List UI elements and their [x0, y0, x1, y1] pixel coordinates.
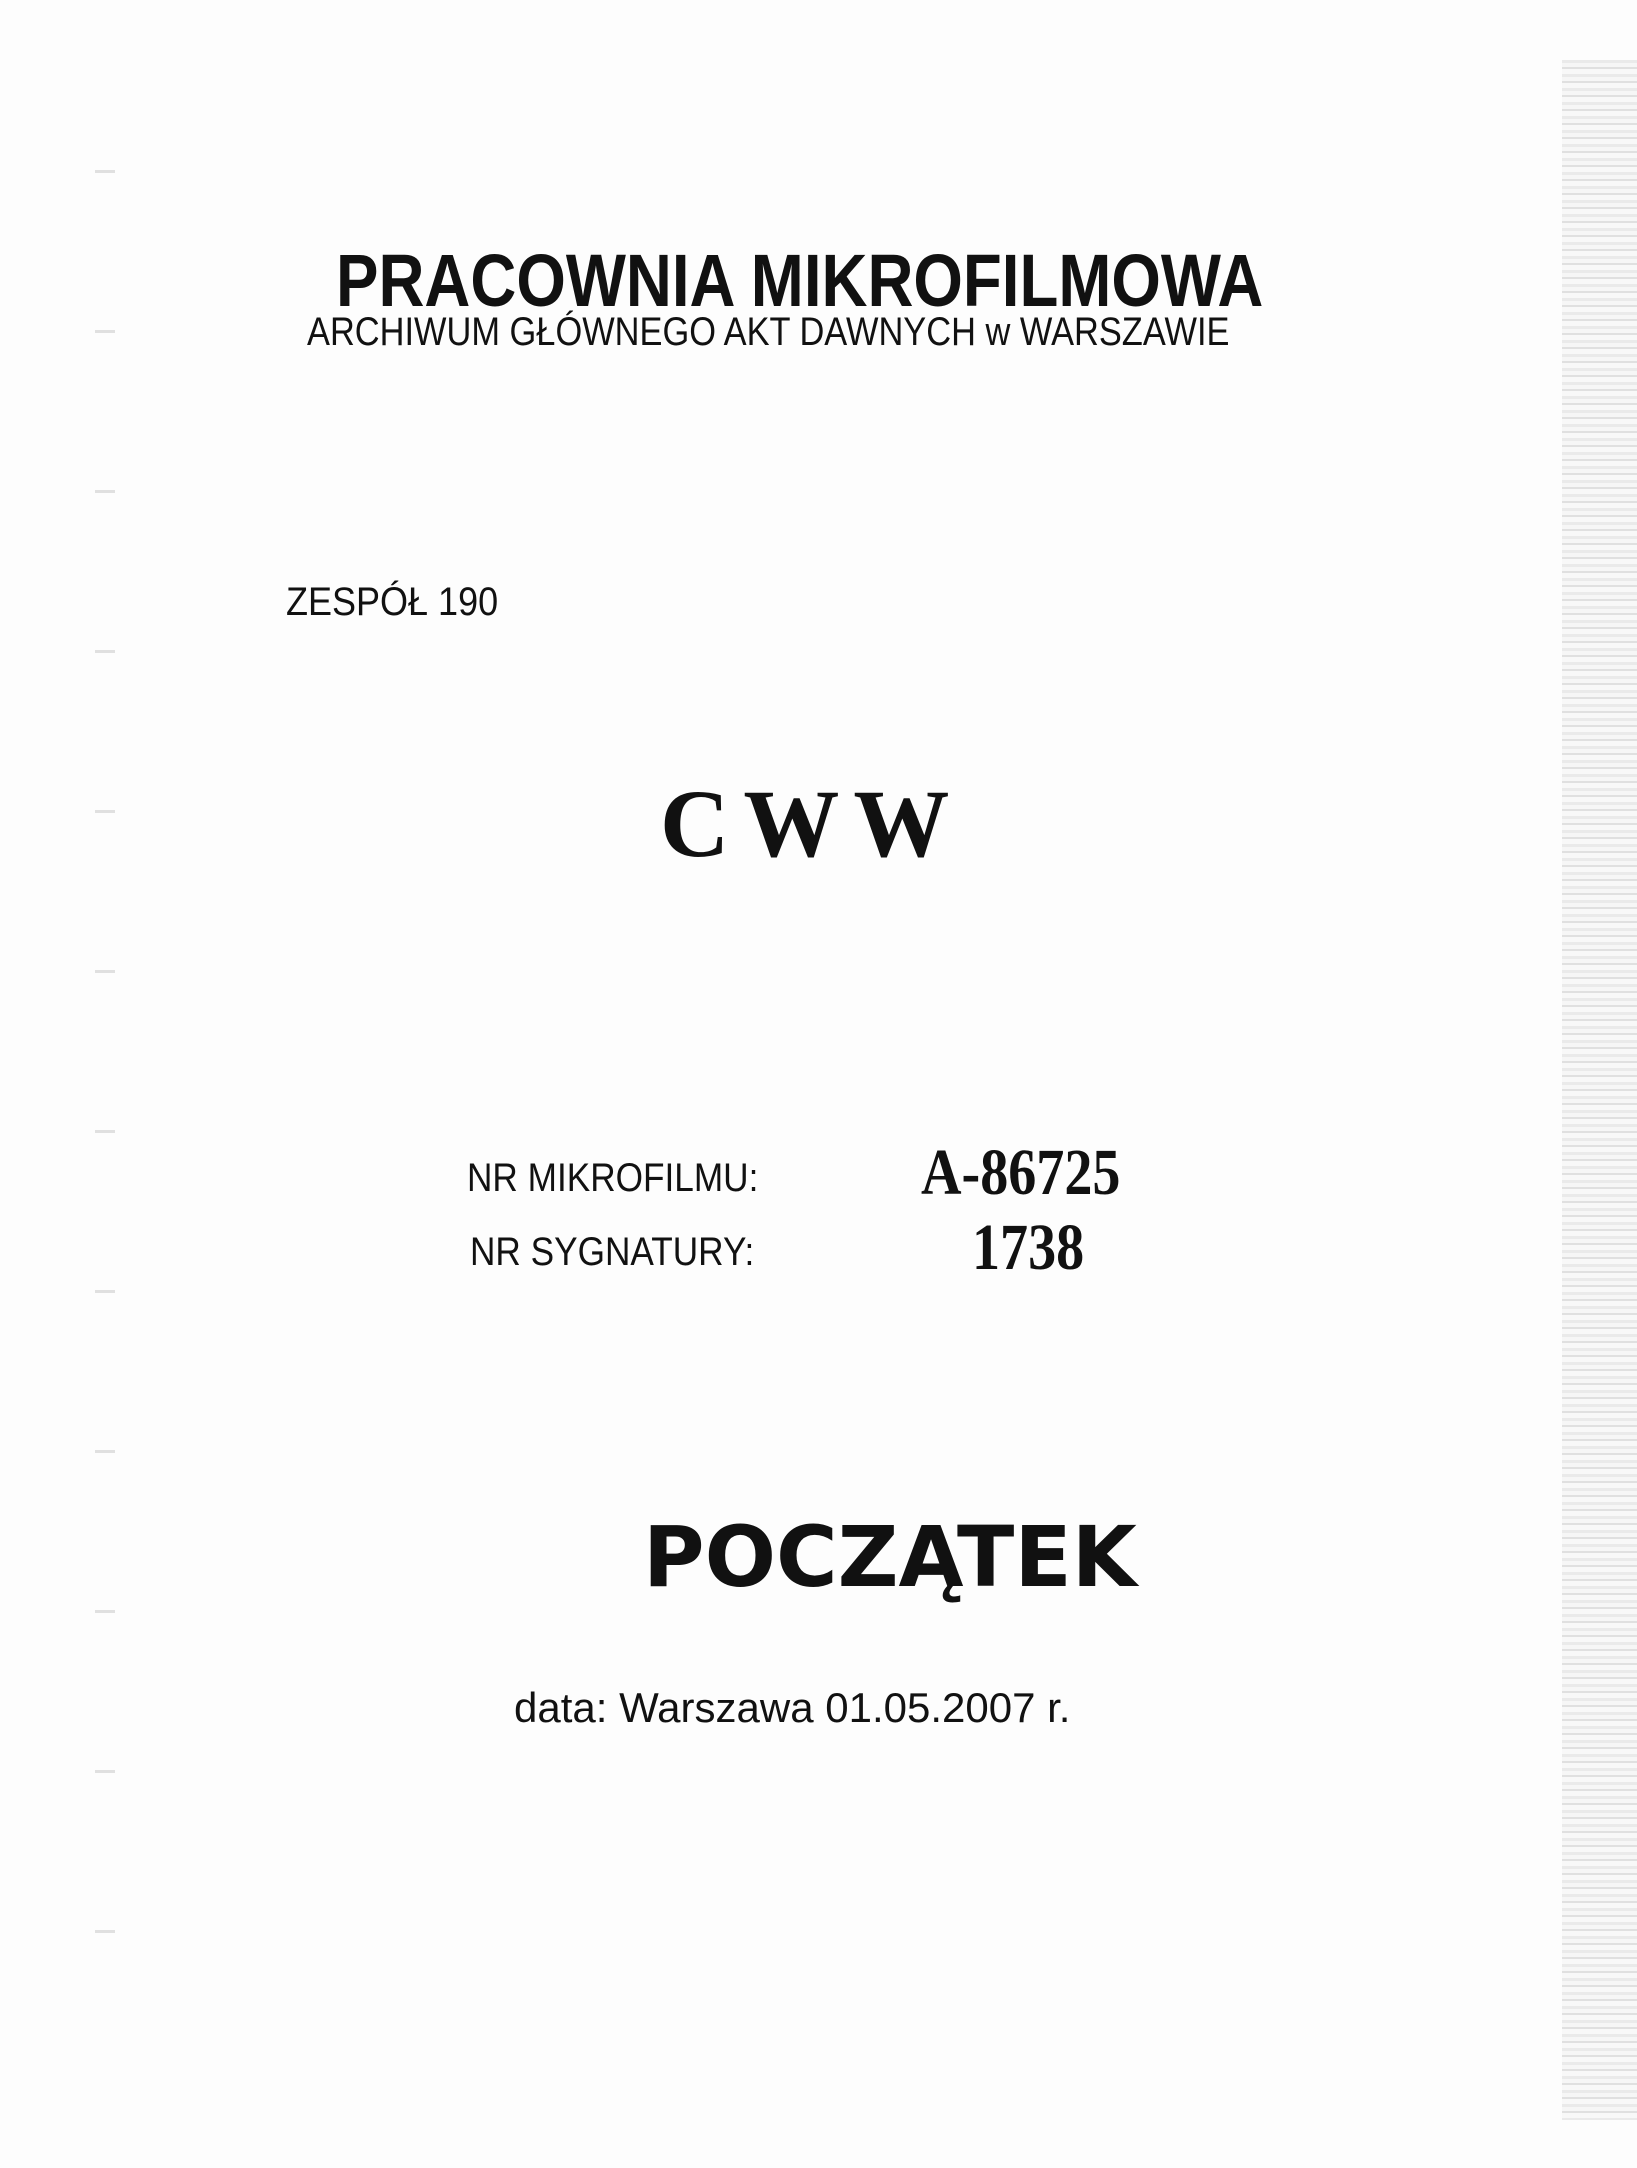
microfilm-number-label: NR MIKROFILMU: — [467, 1156, 759, 1200]
date-line: data: Warszawa 01.05.2007 r. — [514, 1684, 1071, 1731]
collection-number: ZESPÓŁ 190 — [286, 580, 499, 624]
scan-left-edge-marks — [95, 80, 115, 2080]
start-marker: POCZĄTEK — [643, 1508, 1137, 1606]
signature-number-value: 1738 — [972, 1211, 1085, 1284]
collection-code: CWW — [660, 770, 964, 877]
signature-number-label: NR SYGNATURY: — [470, 1230, 755, 1274]
microfilm-number-value: A-86725 — [921, 1136, 1121, 1209]
scan-edge-noise — [1562, 60, 1637, 2120]
institution-subtitle: ARCHIWUM GŁÓWNEGO AKT DAWNYCH w WARSZAWIE — [307, 310, 1230, 354]
page-title: PRACOWNIA MIKROFILMOWA — [336, 239, 1264, 322]
